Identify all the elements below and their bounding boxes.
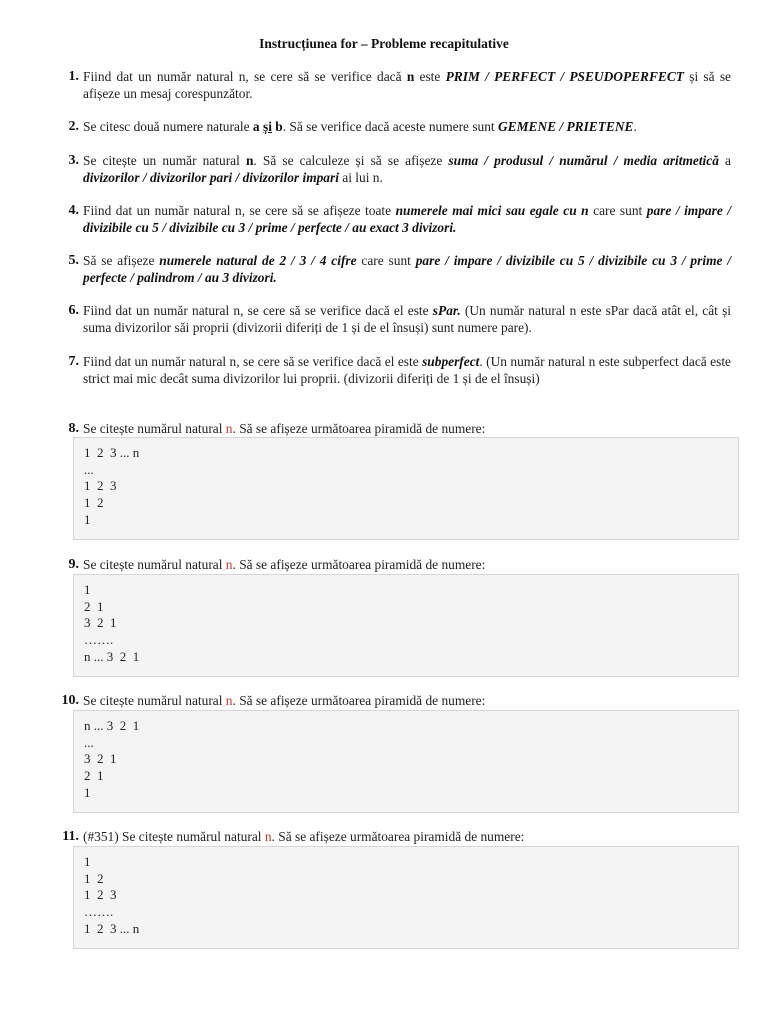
problem-text: este [414, 69, 446, 84]
emphasis-term: PRIM / PERFECT / PSEUDOPERFECT [445, 69, 684, 84]
problem-text: Să se afișeze [83, 253, 160, 268]
pyramid-line: ……. [84, 632, 114, 648]
problem-number: 3. [68, 153, 79, 168]
pyramid-output-box [73, 437, 739, 540]
pyramid-line: ... [84, 734, 94, 750]
pyramid-line: 1 2 3 ... n [84, 445, 140, 460]
emphasis-term: pare / impare / divizibile cu 5 / divizibile cu 3 / prime / perfecte / au exact 3 divizori. [83, 203, 731, 235]
problem-number: 6. [68, 303, 79, 318]
pyramid-line: n ... 3 2 1 [84, 648, 140, 664]
pyramid-line: 3 2 1 [84, 751, 117, 767]
problem-text: Se citește numărul natural [83, 557, 226, 572]
problem-text: și să se afișeze un mesaj corespunzător. [83, 69, 732, 101]
document-title: Instrucțiunea for – Probleme recapitulative [259, 36, 509, 51]
emphasis-term: numerele natural de 2 / 3 / 4 cifre [159, 253, 357, 268]
pyramid-output-box [73, 846, 739, 949]
pyramid-line: n ... 3 2 1 [84, 718, 140, 733]
problem-5 [68, 253, 731, 286]
bold-term: n [406, 69, 415, 84]
pyramid-line: 3 2 1 [84, 615, 117, 631]
problem-text: care sunt [356, 253, 416, 268]
pyramid-line: 1 2 3 [84, 887, 117, 903]
emphasis-term: divizorilor / divizorilor pari / divizorilor impari [83, 169, 339, 185]
problem-number: 2. [68, 119, 79, 134]
pyramid-output-box [73, 574, 739, 677]
problem-8 [68, 421, 731, 438]
pyramid-line: 1 2 [84, 870, 104, 886]
problem-number: 10. [61, 693, 79, 708]
problem-text: ai lui n. [338, 169, 383, 185]
problem-text: (Un număr natural n este sPar dacă atât el, cât și suma divizorilor săi proprii (divizorii diferiți de 1 și de el însuși) sunt numere pare). [83, 303, 731, 335]
problem-number: 8. [68, 421, 79, 436]
problem-text: (#351) Se citește numărul natural [83, 829, 265, 844]
problem-text: care sunt [588, 203, 647, 218]
problem-text: Se citește un număr natural [83, 153, 246, 168]
emphasis-term: pare / impare / divizibile cu 5 / divizibile cu 3 / prime / perfecte / palindrom / au 3 divizori. [83, 253, 731, 285]
problem-text: Fiind dat un număr natural n, se cere să se verifice dacă el este [83, 354, 423, 369]
problem-9 [68, 557, 731, 574]
problem-6 [68, 303, 731, 336]
problem-text: Se citește numărul natural [83, 421, 226, 436]
bold-term: n [245, 153, 254, 168]
problem-text: Se citesc două numere naturale [83, 119, 253, 134]
problem-text: . Să se afișeze următoarea piramidă de numere: [232, 421, 486, 436]
pyramid-output-box [73, 710, 739, 813]
problem-2 [68, 119, 731, 136]
problem-text: . Să se afișeze următoarea piramidă de numere: [232, 693, 486, 708]
pyramid-line: 1 2 [84, 495, 104, 511]
problem-text: . Să se afișeze următoarea piramidă de numere: [271, 829, 525, 844]
pyramid-line: 1 [84, 511, 91, 527]
pyramid-line: 2 1 [84, 598, 104, 614]
pyramid-line: 1 [84, 582, 91, 597]
problem-text: Se citește numărul natural [83, 693, 226, 708]
problem-text: . Să se calculeze și să se afișeze [253, 153, 449, 168]
variable-n: n [225, 693, 233, 708]
problem-number: 9. [68, 557, 79, 572]
bold-term: și [262, 119, 272, 134]
problem-4 [68, 203, 731, 236]
problem-text: Fiind dat un număr natural n, se cere să se afișeze toate [83, 203, 396, 218]
problem-1 [68, 69, 732, 102]
bold-term: b [275, 119, 283, 134]
problem-11 [62, 829, 731, 846]
problem-text: a [718, 153, 731, 168]
bold-term: a [252, 119, 260, 134]
problem-number: 5. [68, 253, 79, 268]
emphasis-term: numerele mai mici sau egale cu n [395, 203, 589, 218]
pyramid-line: 1 [84, 854, 91, 869]
pyramid-line: ……. [84, 904, 114, 920]
pyramid-line: 1 [84, 784, 91, 800]
problem-text: Fiind dat un număr natural n, se cere să se verifice dacă [83, 69, 407, 84]
problem-10 [61, 693, 731, 710]
problem-text: . (Un număr natural n este subperfect dacă este strict mai mic decât suma divizorilor lui proprii. (divizorii diferiți de 1 și de el însuși) [83, 354, 731, 386]
variable-n: n [225, 557, 233, 572]
problem-number: 7. [68, 354, 79, 369]
problem-number: 11. [62, 829, 79, 844]
problem-number: 4. [68, 203, 79, 218]
problem-number: 1. [68, 69, 79, 84]
emphasis-term: subperfect [422, 354, 480, 369]
problem-3 [68, 153, 731, 186]
problem-text: . [633, 119, 637, 134]
problem-text: . Să se verifice dacă aceste numere sunt [282, 119, 498, 134]
emphasis-term: GEMENE / PRIETENE [498, 119, 634, 134]
pyramid-line: 2 1 [84, 768, 104, 784]
problem-7 [68, 354, 731, 387]
variable-n: n [264, 829, 272, 844]
pyramid-line: 1 2 3 [84, 478, 117, 494]
emphasis-term: sPar. [432, 303, 461, 318]
emphasis-term: suma / produsul / numărul / media aritmetică [448, 153, 719, 168]
variable-n: n [225, 421, 233, 436]
problem-text: . Să se afișeze următoarea piramidă de numere: [232, 557, 486, 572]
pyramid-line: 1 2 3 ... n [84, 920, 140, 936]
problem-text: Fiind dat un număr natural n, se cere să se verifice dacă el este [83, 303, 433, 318]
pyramid-line: ... [84, 461, 94, 477]
